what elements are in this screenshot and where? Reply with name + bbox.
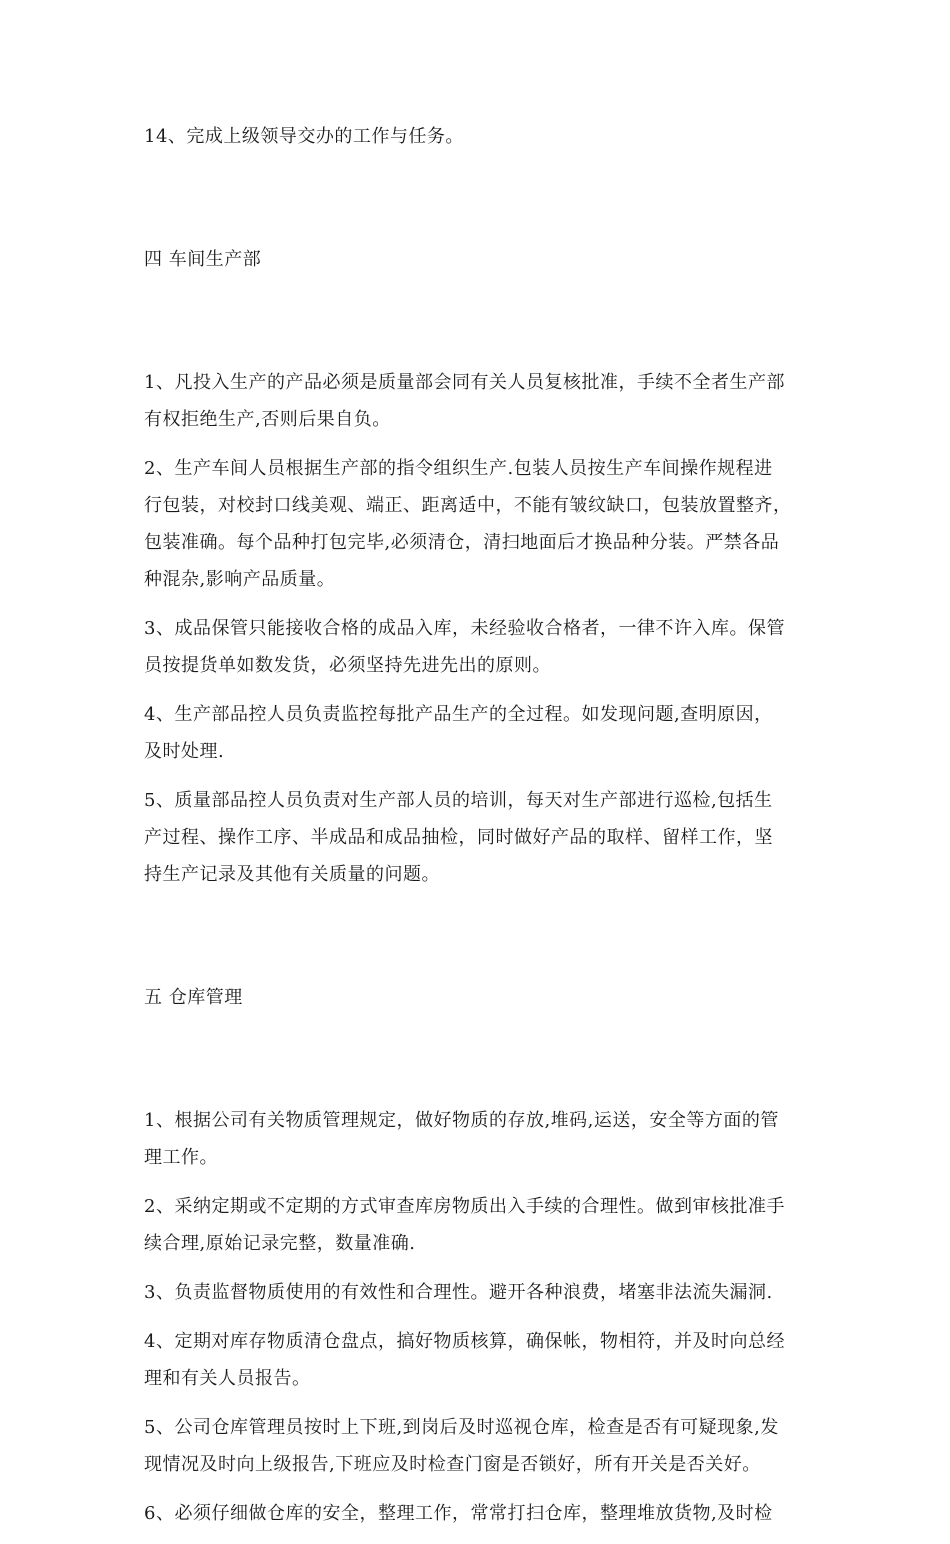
- text-line: 1、凡投入生产的产品必须是质量部会同有关人员复核批准，手续不全者生产部: [144, 372, 785, 393]
- text-line: 员按提货单如数发货，必须坚持先进先出的原则。: [144, 655, 551, 676]
- paragraph-workshop-2: [144, 450, 809, 598]
- text-line: 4、生产部品控人员负责监控每批产品生产的全过程。如发现问题,查明原因，: [144, 704, 773, 725]
- text-line: 持生产记录及其他有关质量的问题。: [144, 864, 440, 885]
- text-line: 6、必须仔细做仓库的安全，整理工作，常常打扫仓库，整理堆放货物,及时检: [144, 1503, 773, 1524]
- document-page: [144, 118, 809, 1544]
- heading-text: 五 仓库管理: [144, 987, 243, 1008]
- text-line: 3、成品保管只能接收合格的成品入库，未经验收合格者，一律不许入库。保管: [144, 618, 785, 639]
- text-line: 5、公司仓库管理员按时上下班,到岗后及时巡视仓库，检查是否有可疑现象,发: [144, 1417, 779, 1438]
- text-line: 种混杂,影响产品质量。: [144, 569, 336, 590]
- paragraph-workshop-5: [144, 782, 809, 893]
- paragraph-warehouse-1: [144, 1102, 809, 1176]
- text-line: 续合理,原始记录完整，数量准确.: [144, 1233, 416, 1254]
- text-line: 2、生产车间人员根据生产部的指令组织生产.包装人员按生产车间操作规程进: [144, 458, 773, 479]
- paragraph-warehouse-5: [144, 1409, 809, 1483]
- text-line: 现情况及时向上级报告,下班应及时检查门窗是否锁好，所有开关是否关好。: [144, 1454, 761, 1475]
- text-line: 理工作。: [144, 1147, 218, 1168]
- text-line: 包装准确。每个品种打包完毕,必须清仓，清扫地面后才换品种分装。严禁各品: [144, 532, 780, 553]
- paragraph-workshop-3: [144, 610, 809, 684]
- paragraph-workshop-4: [144, 696, 809, 770]
- text-line: 5、质量部品控人员负责对生产部人员的培训，每天对生产部进行巡检,包括生: [144, 790, 773, 811]
- text-line: 3、负责监督物质使用的有效性和合理性。避开各种浪费，堵塞非法流失漏洞.: [144, 1282, 773, 1303]
- text-line: 有权拒绝生产,否则后果自负。: [144, 409, 391, 430]
- heading-text: 四 车间生产部: [144, 249, 262, 270]
- text-line: 行包装，对校封口线美观、端正、距离适中，不能有皱纹缺口，包装放置整齐，: [144, 495, 792, 516]
- paragraph-14: [144, 118, 809, 155]
- text-line: 14、完成上级领导交办的工作与任务。: [144, 126, 464, 147]
- paragraph-warehouse-6: [144, 1495, 809, 1532]
- paragraph-workshop-1: [144, 364, 809, 438]
- paragraph-warehouse-2: [144, 1188, 809, 1262]
- text-line: 理和有关人员报告。: [144, 1368, 311, 1389]
- text-line: 4、定期对库存物质清仓盘点，搞好物质核算，确保帐，物相符，并及时向总经: [144, 1331, 785, 1352]
- paragraph-warehouse-4: [144, 1323, 809, 1397]
- paragraph-warehouse-3: [144, 1274, 809, 1311]
- section-heading-warehouse: [144, 905, 809, 1090]
- text-line: 产过程、操作工序、半成品和成品抽检，同时做好产品的取样、留样工作，坚: [144, 827, 773, 848]
- text-line: 1、根据公司有关物质管理规定，做好物质的存放,堆码,运送，安全等方面的管: [144, 1110, 779, 1131]
- text-line: 2、采纳定期或不定期的方式审查库房物质出入手续的合理性。做到审核批准手: [144, 1196, 785, 1217]
- text-line: 及时处理.: [144, 741, 225, 762]
- section-heading-workshop: [144, 167, 809, 352]
